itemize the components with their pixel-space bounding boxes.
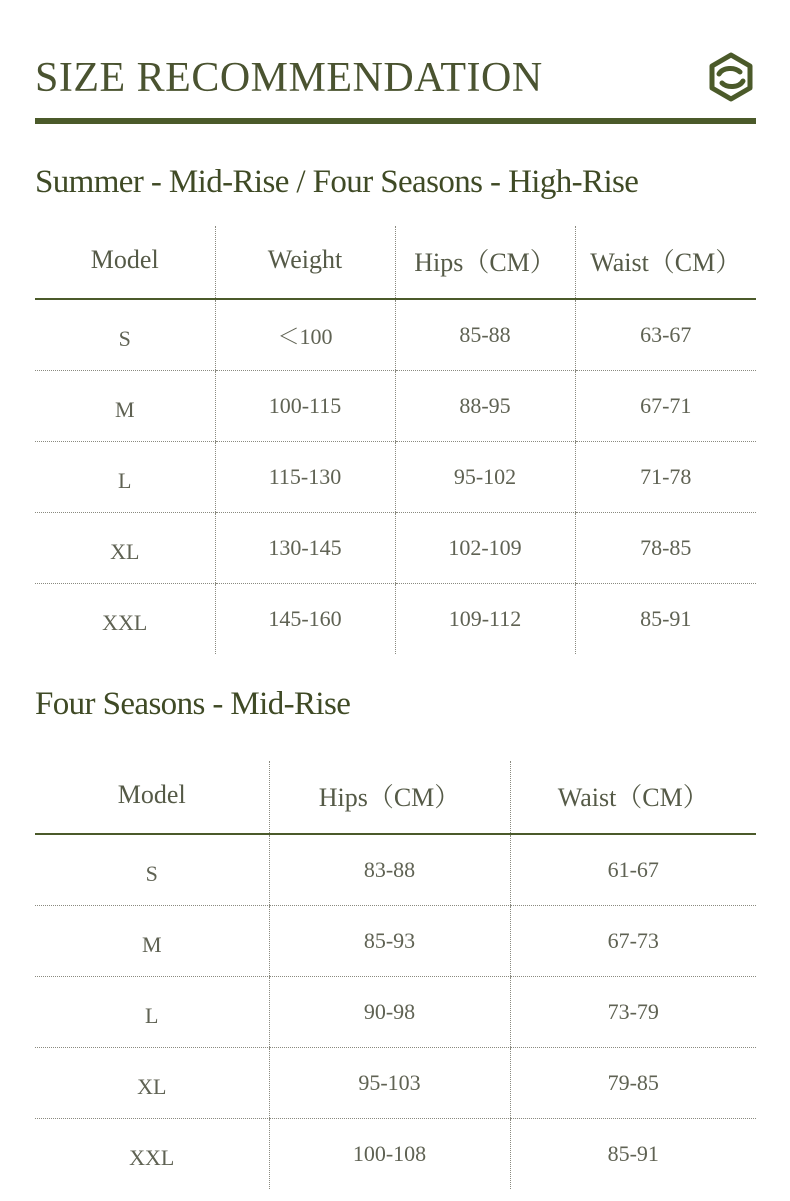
table-header-row [35, 761, 756, 834]
weight-cell: 130-145 [215, 513, 395, 584]
hips-cell: 100-108 [269, 1119, 510, 1190]
waist-cell: 79-85 [510, 1048, 756, 1119]
section-title-four-seasons-mid-rise: Four Seasons - Mid-Rise [35, 686, 351, 722]
waist-cell: 71-78 [575, 442, 756, 513]
page-title: SIZE RECOMMENDATION [35, 55, 543, 101]
hips-cell: 95-103 [269, 1048, 510, 1119]
column-header-hips: Hips（CM） [395, 226, 575, 299]
hips-cell: 85-88 [395, 299, 575, 371]
model-cell: XXL [129, 1145, 175, 1170]
page-header [35, 52, 756, 102]
waist-cell: 85-91 [575, 584, 756, 655]
weight-cell: 100-115 [215, 371, 395, 442]
section-title-summer-mid-rise: Summer - Mid-Rise / Four Seasons - High-Rise [35, 164, 639, 200]
table-row [35, 371, 756, 442]
hips-cell: 102-109 [395, 513, 575, 584]
model-cell: M [35, 371, 215, 442]
table-row [35, 299, 756, 371]
weight-cell: ＜100 [215, 299, 395, 371]
size-table-summer-mid-rise [35, 226, 756, 654]
weight-cell: 145-160 [215, 584, 395, 655]
model-cell: M [35, 906, 269, 977]
size-table-four-seasons-mid-rise [35, 761, 756, 1189]
hips-cell: 95-102 [395, 442, 575, 513]
model-cell: S [35, 834, 269, 906]
model-cell: XL [35, 1048, 269, 1119]
model-cell: XXL [102, 610, 148, 635]
column-header-waist: Waist（CM） [575, 226, 756, 299]
waist-cell: 63-67 [575, 299, 756, 371]
brand-emblem-icon [706, 52, 756, 102]
waist-cell: 73-79 [510, 977, 756, 1048]
hips-cell: 83-88 [269, 834, 510, 906]
waist-cell: 78-85 [575, 513, 756, 584]
hips-cell: 88-95 [395, 371, 575, 442]
hips-cell: 85-93 [269, 906, 510, 977]
table-row [35, 1119, 756, 1190]
table-row [35, 834, 756, 906]
model-cell: S [35, 299, 215, 371]
waist-cell: 67-71 [575, 371, 756, 442]
table-row [35, 977, 756, 1048]
model-cell: XL [35, 513, 215, 584]
table-row [35, 513, 756, 584]
table-row [35, 442, 756, 513]
column-header-model: Model [35, 226, 215, 299]
column-header-waist: Waist（CM） [510, 761, 756, 834]
table-row [35, 1048, 756, 1119]
column-header-hips: Hips（CM） [269, 761, 510, 834]
table-row [35, 906, 756, 977]
waist-cell: 67-73 [510, 906, 756, 977]
title-divider [35, 118, 756, 124]
table-header-row [35, 226, 756, 299]
model-cell: L [35, 977, 269, 1048]
column-header-model: Model [35, 761, 269, 834]
model-cell: L [35, 442, 215, 513]
column-header-weight: Weight [215, 226, 395, 299]
hips-cell: 109-112 [395, 584, 575, 655]
waist-cell: 61-67 [510, 834, 756, 906]
hips-cell: 90-98 [269, 977, 510, 1048]
weight-cell: 115-130 [215, 442, 395, 513]
table-row [35, 584, 756, 655]
waist-cell: 85-91 [510, 1119, 756, 1190]
